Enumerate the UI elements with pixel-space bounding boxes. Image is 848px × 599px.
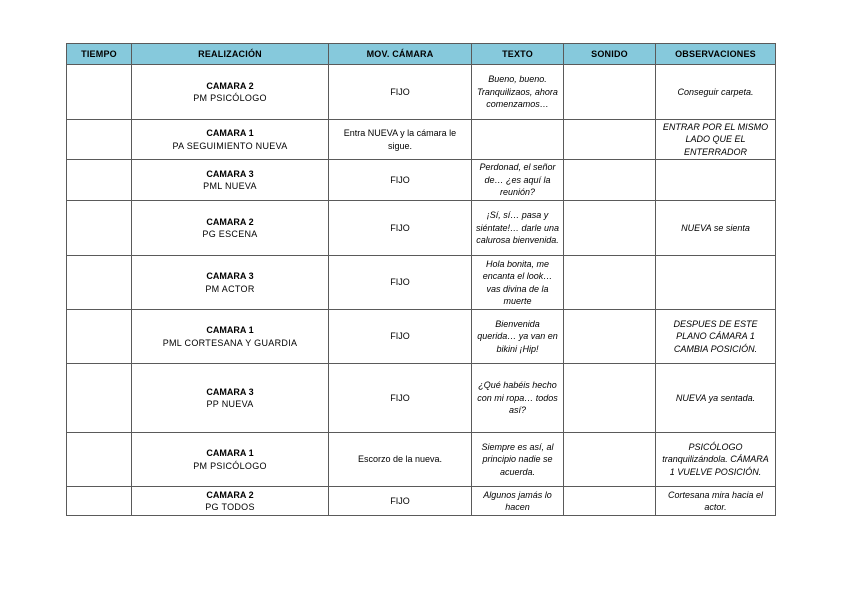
shot-label: PA SEGUIMIENTO NUEVA (172, 140, 288, 151)
cell-texto (472, 120, 564, 160)
table-row (67, 201, 776, 256)
table-row (67, 120, 776, 160)
cell-tiempo (67, 364, 132, 433)
cell-realizacion (132, 310, 329, 364)
camera-label: CAMARA 1 (206, 128, 254, 138)
table-row (67, 65, 776, 120)
cell-observaciones: ENTRAR POR EL MISMO LADO QUE EL ENTERRADOR (656, 120, 776, 160)
cell-tiempo (67, 120, 132, 160)
shot-label: PP NUEVA (206, 399, 254, 409)
cell-texto: Bienvenida querida… ya van en bikini ¡Hip! (472, 310, 564, 364)
cell-mov-camara: FIJO (329, 201, 472, 256)
header-texto: TEXTO (472, 44, 564, 65)
cell-realizacion (132, 364, 329, 433)
cell-mov-camara: FIJO (329, 65, 472, 120)
cell-texto: Hola bonita, me encanta el look… vas divina de la muerte (472, 256, 564, 310)
cell-tiempo (67, 310, 132, 364)
camera-label: CAMARA 3 (206, 271, 254, 281)
shot-label: PM PSICÓLOGO (193, 93, 267, 103)
shot-label: PML NUEVA (203, 181, 257, 191)
cell-sonido (564, 256, 656, 310)
camera-label: CAMARA 3 (206, 168, 254, 179)
cell-realizacion (132, 65, 329, 120)
table-row (67, 256, 776, 310)
table-row (67, 364, 776, 433)
cell-observaciones: DESPUES DE ESTE PLANO CÁMARA 1 CAMBIA POSICIÓN. (656, 310, 776, 364)
cell-mov-camara: FIJO (329, 364, 472, 433)
camera-label: CAMARA 3 (206, 386, 254, 397)
header-row (67, 44, 776, 65)
cell-sonido (564, 160, 656, 201)
table-row (67, 160, 776, 201)
cell-tiempo (67, 487, 132, 516)
cell-tiempo (67, 201, 132, 256)
cell-texto: Bueno, bueno. Tranquilizaos, ahora comenzamos… (472, 65, 564, 120)
cell-observaciones: PSICÓLOGO tranquilizándola. CÁMARA 1 VUELVE POSICIÓN. (656, 433, 776, 487)
cell-tiempo (67, 256, 132, 310)
cell-tiempo (67, 433, 132, 487)
table-row (67, 433, 776, 487)
camera-label: CAMARA 2 (206, 80, 254, 91)
cell-sonido (564, 433, 656, 487)
table-row (67, 487, 776, 516)
cell-sonido (564, 310, 656, 364)
cell-mov-camara: FIJO (329, 256, 472, 310)
cell-mov-camara: FIJO (329, 160, 472, 201)
cell-observaciones: Conseguir carpeta. (656, 65, 776, 120)
camera-label: CAMARA 2 (206, 489, 254, 500)
table-row (67, 310, 776, 364)
cell-observaciones (656, 256, 776, 310)
cell-texto: Algunos jamás lo hacen (472, 487, 564, 516)
shot-label: PM PSICÓLOGO (193, 460, 267, 471)
header-tiempo: TIEMPO (67, 44, 132, 65)
cell-texto: ¿Qué habéis hecho con mi ropa… todos así? (472, 364, 564, 433)
cell-realizacion (132, 256, 329, 310)
shot-label: PG ESCENA (202, 229, 258, 239)
cell-texto: Perdonad, el señor de… ¿es aquí la reunión? (472, 160, 564, 201)
shot-label: PML CORTESANA Y GUARDIA (162, 337, 298, 348)
cell-tiempo (67, 65, 132, 120)
cell-tiempo (67, 160, 132, 201)
cell-mov-camara: FIJO (329, 487, 472, 516)
cell-sonido (564, 364, 656, 433)
cell-sonido (564, 65, 656, 120)
camera-label: CAMARA 1 (206, 325, 254, 335)
cell-observaciones (656, 160, 776, 201)
cell-realizacion (132, 487, 329, 516)
cell-mov-camara: Entra NUEVA y la cámara le sigue. (329, 120, 472, 160)
cell-realizacion (132, 433, 329, 487)
header-mov-camara: MOV. CÁMARA (329, 44, 472, 65)
camera-label: CAMARA 1 (206, 448, 254, 458)
cell-observaciones: NUEVA ya sentada. (656, 364, 776, 433)
cell-realizacion (132, 120, 329, 160)
cell-realizacion (132, 201, 329, 256)
cell-realizacion (132, 160, 329, 201)
cell-observaciones: Cortesana mira hacia el actor. (656, 487, 776, 516)
camera-label: CAMARA 2 (206, 216, 254, 227)
cell-mov-camara: Escorzo de la nueva. (329, 433, 472, 487)
shooting-script-table (66, 43, 776, 516)
shot-label: PG TODOS (205, 502, 255, 512)
cell-sonido (564, 487, 656, 516)
cell-texto: ¡Sí, sí… pasa y siéntate!… darle una calurosa bienvenida. (472, 201, 564, 256)
header-realizacion: REALIZACIÓN (132, 44, 329, 65)
header-sonido: SONIDO (564, 44, 656, 65)
shot-label: PM ACTOR (205, 283, 255, 294)
cell-sonido (564, 201, 656, 256)
cell-texto: Siempre es así, al principio nadie se acuerda. (472, 433, 564, 487)
cell-sonido (564, 120, 656, 160)
cell-observaciones: NUEVA se sienta (656, 201, 776, 256)
cell-mov-camara: FIJO (329, 310, 472, 364)
header-observaciones: OBSERVACIONES (656, 44, 776, 65)
